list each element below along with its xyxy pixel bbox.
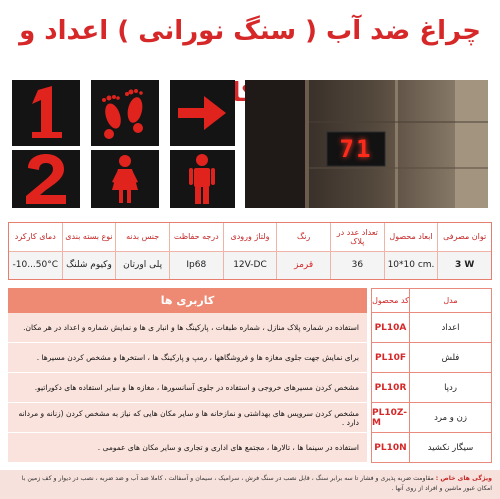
- spec-column: [9, 223, 62, 279]
- spec-column: [62, 223, 116, 279]
- spec-value: -10...50°C: [9, 251, 62, 280]
- row-use: برای نمایش جهت جلوی مغازه ها و فروشگاهها ، رمپ و پارکینگ ها ، استخرها و مشخص کردن مسیرها .: [8, 343, 367, 373]
- row-model: سیگار نکشید: [409, 433, 492, 463]
- header-use: کاربری ها: [8, 288, 367, 313]
- spec-column: [384, 223, 438, 279]
- spec-header: توان مصرفی: [438, 223, 491, 251]
- spec-header: رنگ: [277, 223, 330, 251]
- spec-header: تعداد عدد در پلاک: [331, 223, 384, 251]
- row-code: PL10A: [371, 313, 409, 343]
- row-use: استفاده در شماره پلاک منازل ، شماره طبقات ، پارکینگ ها و انبار ی ها و نمایش شماره و اعداد در هر مکان.: [8, 313, 367, 343]
- row-model: زن و مرد: [409, 403, 492, 433]
- man-icon: [170, 150, 235, 208]
- spec-header: ابعاد محصول: [385, 223, 438, 251]
- spec-value: وکیوم شلنگ: [63, 251, 116, 280]
- spec-column: [276, 223, 330, 279]
- header-model: مدل: [409, 288, 492, 313]
- table-row: [8, 403, 492, 433]
- page-title: چراغ ضد آب ( سنگ نورانی ) اعداد و: [19, 16, 481, 46]
- spec-header: جنس بدنه: [116, 223, 169, 251]
- spec-column: [437, 223, 491, 279]
- spec-column: [330, 223, 384, 279]
- spec-column: [169, 223, 223, 279]
- applications-table: [8, 288, 492, 464]
- applications-header: [8, 288, 492, 313]
- spec-value: Ip68: [170, 251, 223, 280]
- spec-table: [8, 222, 492, 280]
- sign-tile-arrow: [170, 80, 235, 146]
- spec-value: 3 W: [438, 251, 491, 280]
- woman-icon: [91, 150, 159, 208]
- spec-header: ولتاژ ورودی: [224, 223, 277, 251]
- spec-column: [223, 223, 277, 279]
- table-row: [8, 373, 492, 403]
- features-label: ویژگی های خاص :: [435, 475, 492, 482]
- row-model: ردپا: [409, 373, 492, 403]
- special-features: [0, 470, 500, 499]
- spec-value: قرمز: [277, 251, 330, 280]
- row-code: PL10N: [371, 433, 409, 463]
- features-text: مقاومت ضربه پذیری و فشار تا سه برابر سنگ ، قابل نصب در سنگ فرش ، سرامیک ، سیمان و آسفالت ، کاملا ضد آب و ضد ضربه ، نصب در دیوار و کف زمین با امکان عبور ماشین و افراد از روی آنها .: [21, 475, 492, 492]
- table-row: [8, 433, 492, 463]
- spec-header: درجه حفاظت: [170, 223, 223, 251]
- row-use: استفاده در سینما ها ، تالارها ، مجتمع های اداری و تجاری و سایر مکان های عمومی .: [8, 433, 367, 463]
- arrow-right-icon: [170, 80, 235, 146]
- footprints-icon: [91, 80, 159, 146]
- spec-column: [115, 223, 169, 279]
- spec-header: دمای کارکرد: [9, 223, 62, 251]
- sign-tile-man: [170, 150, 235, 208]
- photo-number-sign: 71: [339, 135, 373, 163]
- row-use: مشخص کردن سرویس های بهداشتی و نمازخانه ها و سایر مکان هایی که نیاز به مشخص کردن (زنانه و مردانه دارد .: [8, 403, 367, 433]
- row-code: PL10F: [371, 343, 409, 373]
- table-row: [8, 343, 492, 373]
- sign-tile-number-2: [12, 150, 80, 208]
- installation-photo: [245, 80, 488, 208]
- row-model: فلش: [409, 343, 492, 373]
- number-1-icon: [12, 80, 80, 146]
- row-use: مشخص کردن مسیرهای خروجی و استفاده در جلوی آسانسورها ، مغازه ها و سایر استفاده های دکوراتیو.: [8, 373, 367, 403]
- spec-value: 36: [331, 251, 384, 280]
- row-model: اعداد: [409, 313, 492, 343]
- row-code: PL10Z-M: [371, 403, 409, 433]
- sign-tile-woman: [91, 150, 159, 208]
- number-2-icon: [12, 150, 80, 208]
- header-code: کد محصول: [371, 288, 409, 313]
- spec-header: نوع بسته بندی: [63, 223, 116, 251]
- row-code: PL10R: [371, 373, 409, 403]
- spec-value: 12V-DC: [224, 251, 277, 280]
- spec-value: 10*10 cm.: [385, 251, 438, 280]
- spec-value: پلی اورتان: [116, 251, 169, 280]
- table-row: [8, 313, 492, 343]
- sign-tile-footprints: [91, 80, 159, 146]
- sign-tile-number-1: [12, 80, 80, 146]
